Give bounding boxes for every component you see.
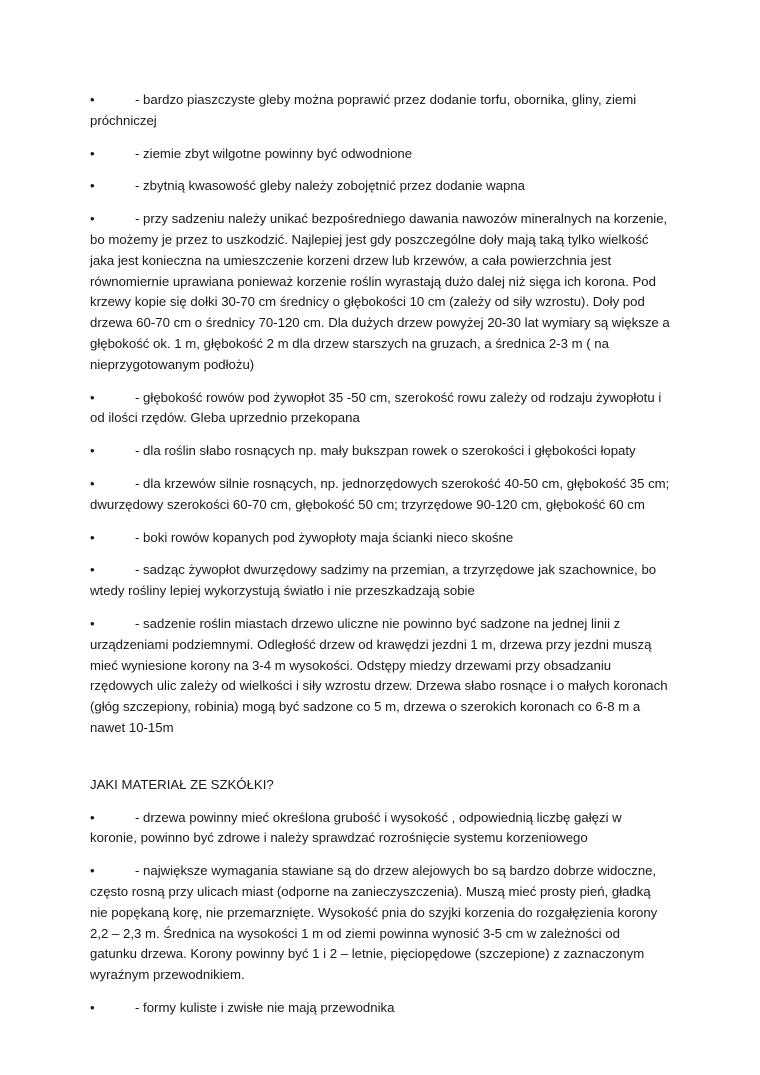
list-item-text: - zbytnią kwasowość gleby należy zobojętnić przez dodanie wapna <box>135 178 525 194</box>
bullet-icon: • <box>90 211 95 227</box>
list-item-text: - bardzo piaszczyste gleby można poprawić przez dodanie torfu, obornika, gliny, ziemi próchniczej <box>90 92 637 128</box>
list-item <box>90 441 670 462</box>
list-item <box>90 474 670 516</box>
list-item-text: - dla krzewów silnie rosnących, np. jednorzędowych szerokość 40-50 cm, głębokość 35 cm; dwurzędowy szerokości 60-70 cm, głębokość 50 cm; trzyrzędowe 90-120 cm, głębokość 60 cm <box>90 475 670 512</box>
list-item-text: - przy sadzeniu należy unikać bezpośredniego dawania nawozów mineralnych na korzenie, bo możemy je przez to uszkodzić. Najlepiej jest gdy poszczególne doły mają taką tylko wielkość jaka jest konieczna na umieszczenie korzeni drzew lub krzewów, a cała powierzchnia jest równomiernie uprawiana ponieważ korzenie roślin wyrastają dużo dalej niż sięga ich korona. Pod krzewy kopie się dołki 30-70 cm średnicy o głębokości 10 cm (zależy od siły wzrostu). Doły pod drzewa 60-70 cm o średnicy 70-120 cm. Dla dużych drzew powyżej 20-30 lat wymiary są większe a głębokość ok. 1 m, głębokość 2 m dla drzew starszych na gruzach, a średnica 2-3 m ( na nieprzygotowanym podłożu) <box>90 211 670 372</box>
list-item <box>90 176 670 197</box>
bullet-icon: • <box>90 178 95 194</box>
list-item <box>90 861 670 986</box>
bullet-icon: • <box>90 562 95 578</box>
list-item <box>90 144 670 165</box>
list-item-text: - sadzenie roślin miastach drzewo uliczne nie powinno być sadzone na jednej linii z urządzeniami podziemnymi. Odległość drzew od krawędzi jezdni 1 m, drzewa przy jezdni muszą mieć wyniesione korony na 3-4 m wysokości. Odstępy miedzy drzewami przy obsadzaniu rzędowych ulic zależy od wielkości i siły wzrostu drzew. Drzewa słabo rosnące i o małych koronach (głóg szczepiony, robinia) mogą być sadzone co 5 m, drzewa o szerokich koronach co 6-8 m a nawet 10-15m <box>90 615 668 735</box>
list-part-2 <box>90 808 670 1019</box>
bullet-icon: • <box>90 389 95 405</box>
list-item-text: - dla roślin słabo rosnących np. mały bukszpan rowek o szerokości i głębokości łopaty <box>135 443 636 459</box>
list-item <box>90 998 670 1019</box>
bullet-icon: • <box>90 809 95 825</box>
list-item <box>90 614 670 739</box>
bullet-icon: • <box>90 475 95 491</box>
list-item <box>90 528 670 549</box>
list-item-text: - sadząc żywopłot dwurzędowy sadzimy na przemian, a trzyrzędowe jak szachownice, bo wtedy rośliny lepiej wykorzystują światło i nie przeszkadzają sobie <box>90 562 657 599</box>
bullet-icon: • <box>90 615 95 631</box>
list-item <box>90 209 670 375</box>
list-item-text: - ziemie zbyt wilgotne powinny być odwodnione <box>135 145 413 161</box>
bullet-icon: • <box>90 863 95 879</box>
list-item-text: - formy kuliste i zwisłe nie mają przewodnika <box>135 999 395 1015</box>
list-item <box>90 808 670 850</box>
list-item <box>90 388 670 430</box>
bullet-icon: • <box>90 92 95 107</box>
bullet-icon: • <box>90 999 95 1015</box>
list-item-text: - boki rowów kopanych pod żywopłoty maja ścianki nieco skośne <box>135 529 514 545</box>
list-item-text: - drzewa powinny mieć określona grubość i wysokość , odpowiednią liczbę gałęzi w koronie, powinno być zdrowe i należy sprawdzać rozrośnięcie systemu korzeniowego <box>90 809 622 846</box>
list-part-1 <box>90 90 670 739</box>
list-item-text: - głębokość rowów pod żywopłot 35 -50 cm, szerokość rowu zależy od rodzaju żywopłotu i od ilości rzędów. Gleba uprzednio przekopana <box>90 389 662 426</box>
section-heading: JAKI MATERIAŁ ZE SZKÓŁKI? <box>90 776 274 792</box>
list-item-text: - największe wymagania stawiane są do drzew alejowych bo są bardzo dobrze widoczne, często rosną przy ulicach miast (odporne na zanieczyszczenia). Muszą mieć prosty pień, gładką nie popękaną korę, nie przemarznięte. Wysokość pnia do szyjki korzenia do rozgałęzienia korony 2,2 – 2,3 m. Średnica na wysokości 1 m od ziemi powinna wynosić 3-5 cm w zależności od gatunku drzewa. Korony powinny być 1 i 2 – letnie, pięciopędowe (szczepione) z zaznaczonym wyraźnym przewodnikiem. <box>90 863 658 983</box>
list-item <box>90 90 670 132</box>
list-item <box>90 560 670 602</box>
bullet-icon: • <box>90 443 95 459</box>
bullet-icon: • <box>90 145 95 161</box>
bullet-icon: • <box>90 529 95 545</box>
document-body <box>90 90 670 1031</box>
